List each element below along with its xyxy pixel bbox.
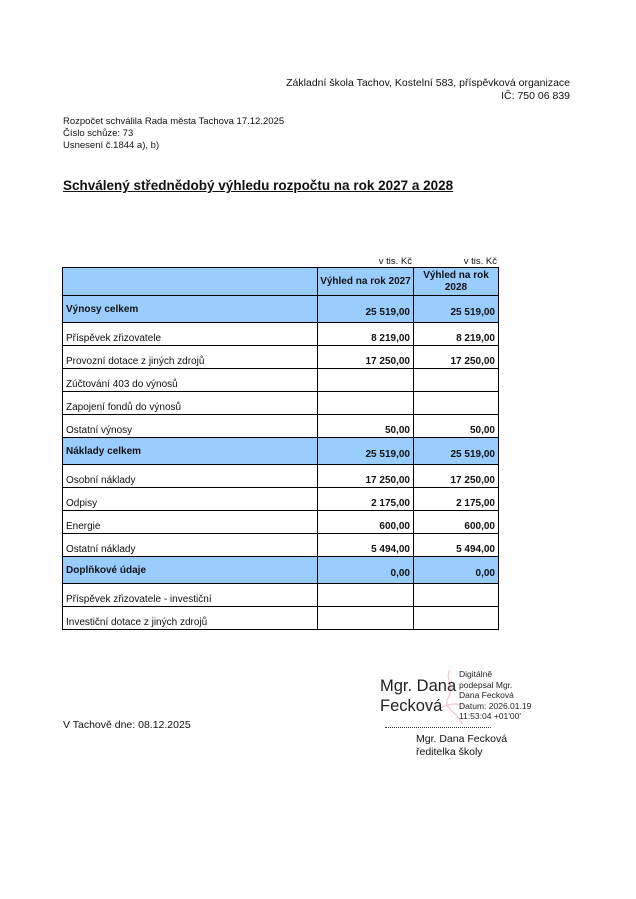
signature-info-line: Digitálně [459,669,493,679]
value-2028: 25 519,00 [414,438,499,465]
value-2028: 5 494,00 [414,534,499,557]
organization-name: Základní škola Tachov, Kostelní 583, příspěvková organizace [286,77,570,89]
value-2027: 17 250,00 [318,346,414,369]
row-label: Provozní dotace z jiných zdrojů [63,346,318,369]
value-2027 [318,369,414,392]
table-row [63,607,499,630]
row-label: Zapojení fondů do výnosů [63,392,318,415]
signer-name: Mgr. Dana Fecková [416,733,508,745]
table-row [63,346,499,369]
signature-name [380,676,456,716]
table-row [63,534,499,557]
table-row [63,584,499,607]
row-label: Energie [63,511,318,534]
table-row [63,511,499,534]
value-2027: 2 175,00 [318,488,414,511]
budget-table [62,267,499,630]
value-2027 [318,392,414,415]
value-2028: 17 250,00 [414,465,499,488]
organization-ico: IČ: 750 06 839 [501,90,570,102]
value-2027: 0,00 [318,557,414,584]
row-label: Výnosy celkem [63,296,318,323]
row-label: Odpisy [63,488,318,511]
value-2027: 5 494,00 [318,534,414,557]
signature-info [459,669,531,722]
value-2027: 25 519,00 [318,438,414,465]
row-label: Osobní náklady [63,465,318,488]
value-2027: 50,00 [318,415,414,438]
table-row [63,415,499,438]
unit-label-2028: v tis. Kč [463,256,497,267]
table-row [63,488,499,511]
value-2027: 25 519,00 [318,296,414,323]
signer-block [416,733,507,759]
header-2028: Výhled na rok 2028 [414,268,499,296]
unit-label-2027: v tis. Kč [378,256,412,267]
value-2028: 50,00 [414,415,499,438]
organization-header [286,77,570,103]
signer-role: ředitelka školy [416,746,483,758]
value-2027 [318,607,414,630]
table-row [63,392,499,415]
value-2027: 600,00 [318,511,414,534]
table-row [63,323,499,346]
value-2028: 2 175,00 [414,488,499,511]
value-2027: 17 250,00 [318,465,414,488]
signature-name-line1: Mgr. Dana [380,677,457,695]
signature-info-line: Datum: 2026.01.19 [459,700,532,711]
value-2028 [414,369,499,392]
row-label: Ostatní náklady [63,534,318,557]
resolution-number: Usnesení č.1844 a), b) [63,140,160,151]
row-label: Ostatní výnosy [63,415,318,438]
row-label: Příspěvek zřizovatele [63,323,318,346]
header-label-cell [63,268,318,296]
row-label: Zúčtování 403 do výnosů [63,369,318,392]
value-2028: 600,00 [414,511,499,534]
table-row [63,465,499,488]
meeting-number: Číslo schůze: 73 [63,128,134,139]
value-2027: 8 219,00 [318,323,414,346]
row-label: Příspěvek zřizovatele - investiční [63,584,318,607]
table-header-row [63,268,499,296]
header-2027: Výhled na rok 2027 [318,268,414,296]
table-row [63,369,499,392]
approval-text: Rozpočet schválila Rada města Tachova 17.12.2025 [63,116,285,127]
signature-info-line: 11:53:04 +01'00' [459,711,521,721]
value-2027 [318,584,414,607]
value-2028 [414,392,499,415]
signature-name-line2: Fecková [380,697,443,715]
signature-dotted-line [385,727,491,728]
table-summary-row [63,438,499,465]
place-date: V Tachově dne: 08.12.2025 [63,719,191,731]
approval-info [63,116,284,152]
value-2028: 0,00 [414,557,499,584]
table-summary-row [63,296,499,323]
value-2028 [414,607,499,630]
value-2028 [414,584,499,607]
value-2028: 17 250,00 [414,346,499,369]
row-label: Investiční dotace z jiných zdrojů [63,607,318,630]
document-title: Schválený střednědobý výhledu rozpočtu na rok 2027 a 2028 [63,178,454,193]
table-summary-row [63,557,499,584]
signature-info-line: Dana Fecková [459,690,514,700]
signature-info-line: podepsal Mgr. [459,679,513,690]
value-2028: 8 219,00 [414,323,499,346]
value-2028: 25 519,00 [414,296,499,323]
row-label: Náklady celkem [63,438,318,465]
row-label: Doplňkové údaje [63,557,318,584]
